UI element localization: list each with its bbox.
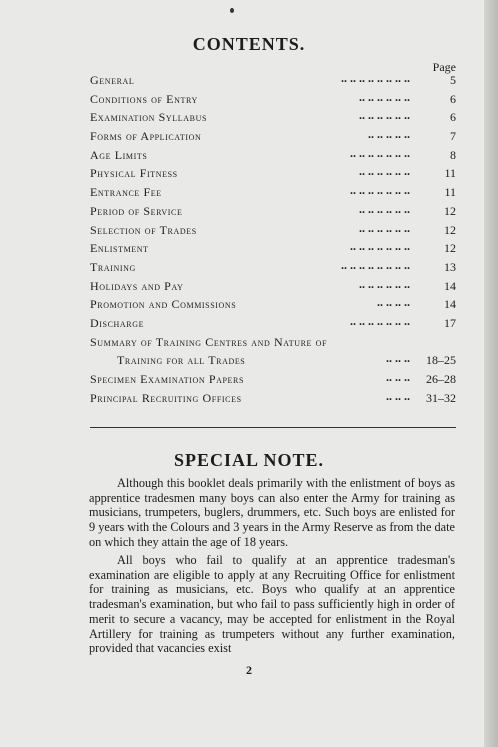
toc-entry-label: Specimen Examination Papers: [90, 372, 244, 386]
toc-leader-dots: .. .. .. .. .. ..: [359, 220, 410, 235]
toc-entry-page: 12: [444, 222, 456, 237]
toc-leader-dots: .. .. .. .. .. .. .. ..: [341, 71, 410, 85]
toc-entry-label: Promotion and Commissions: [90, 297, 237, 312]
page-column-header: Page: [432, 60, 456, 74]
toc-entry-page: 11: [444, 185, 456, 200]
toc-entry-label: Physical Fitness: [90, 166, 178, 181]
section-divider: [90, 427, 456, 428]
toc-leader-dots: .. .. .. .. .. .. ..: [350, 183, 410, 198]
toc-entry-page: 12: [444, 241, 456, 256]
toc-entry-page: 7: [450, 129, 456, 144]
toc-entry-page: 6: [450, 91, 456, 106]
toc-leader-dots: .. .. .. .. .. .. ..: [350, 145, 410, 160]
toc-leader-dots: .. .. .. .. .. .. .. ..: [341, 257, 410, 272]
special-note-title: SPECIAL NOTE.: [173, 450, 325, 470]
toc-entry: [90, 313, 456, 335]
toc-leader-dots: .. .. .. .. .. .. ..: [350, 239, 410, 254]
toc-leader-dots: .. .. ..: [386, 388, 410, 403]
page-number: 2: [246, 663, 252, 677]
toc-leader-dots: .. .. .. .. .. ..: [359, 89, 410, 104]
toc-entry-label: Principal Recruiting Offices: [90, 390, 242, 405]
toc-entry-label: Holidays and Pay: [90, 278, 184, 293]
toc-entry-page: 14: [444, 278, 456, 293]
toc-entry-label: Enlistment: [90, 241, 149, 256]
toc-leader-dots: .. .. ..: [386, 351, 410, 366]
toc-leader-dots: .. .. .. .. .. .. ..: [350, 313, 410, 328]
toc-entry-page: 11: [444, 166, 456, 181]
toc-entry-label: General: [90, 73, 135, 87]
toc-leader-dots: .. .. .. ..: [377, 295, 410, 310]
toc-entry-label: Examination Syllabus: [90, 110, 207, 125]
toc-entry-page: 8: [450, 147, 456, 162]
toc-entry-label: Age Limits: [90, 147, 148, 162]
toc-entry-label: Forms of Application: [90, 129, 202, 144]
toc-entry-page: 6: [450, 110, 456, 125]
toc-entry-label: Training: [90, 259, 136, 274]
printer-mark: [230, 8, 234, 13]
toc-entry-page: 17: [444, 315, 456, 330]
toc-leader-dots: .. .. .. .. .. ..: [359, 164, 410, 179]
toc-entry-label: Summary of Training Centres and Nature of: [90, 334, 328, 349]
contents-title: CONTENTS.: [192, 34, 306, 54]
toc-entry: [90, 388, 456, 410]
toc-leader-dots: .. .. .. .. .. ..: [359, 108, 410, 123]
toc-entry-page: 5: [450, 73, 456, 87]
special-note-paragraph-2: All boys who fail to qualify at an apprentice tradesman's examination are eligible to apply at any Recruiting Office for enlistment for training as musicians, etc. Boys who qualify at an apprentice tradesman's examination, but who fail to pass sufficiently high in order of merit to secure a vacancy, may be accepted for enlistment in the Royal Artillery for training as trumpeters without any further examination, provided that vacancies exist: [89, 553, 455, 656]
special-note-paragraph-1: Although this booklet deals primarily with the enlistment of boys as apprentice tradesmen many boys can also enter the Army for training as musicians, trumpeters, buglers, drummers, etc. Such boys are enlisted for 9 years with the Colours and 3 years in the Army Reserve as from the date on which they attain the age of 18 years.: [89, 476, 455, 549]
toc-leader-dots: .. .. ..: [386, 370, 410, 384]
toc-leader-dots: .. .. .. .. .. ..: [359, 276, 410, 291]
toc-entry-page: 13: [444, 259, 456, 274]
toc-entry-label: Entrance Fee: [90, 185, 162, 200]
toc-entry-label: Training for all Trades: [117, 353, 246, 368]
toc-entry-page: 18–25: [426, 353, 456, 368]
toc-entry-label: Conditions of Entry: [90, 91, 198, 106]
toc-entry-page: 12: [444, 203, 456, 218]
table-of-contents: [90, 73, 456, 409]
toc-entry-page: 31–32: [426, 390, 456, 405]
toc-entry-page: 26–28: [426, 372, 456, 386]
toc-entry-label: Period of Service: [90, 203, 183, 218]
toc-leader-dots: .. .. .. .. ..: [368, 127, 410, 142]
toc-entry-label: Selection of Trades: [90, 222, 197, 237]
toc-leader-dots: .. .. .. .. .. ..: [359, 201, 410, 216]
page-edge-shadow: [484, 0, 498, 747]
toc-entry-label: Discharge: [90, 315, 145, 330]
toc-entry-page: 14: [444, 297, 456, 312]
